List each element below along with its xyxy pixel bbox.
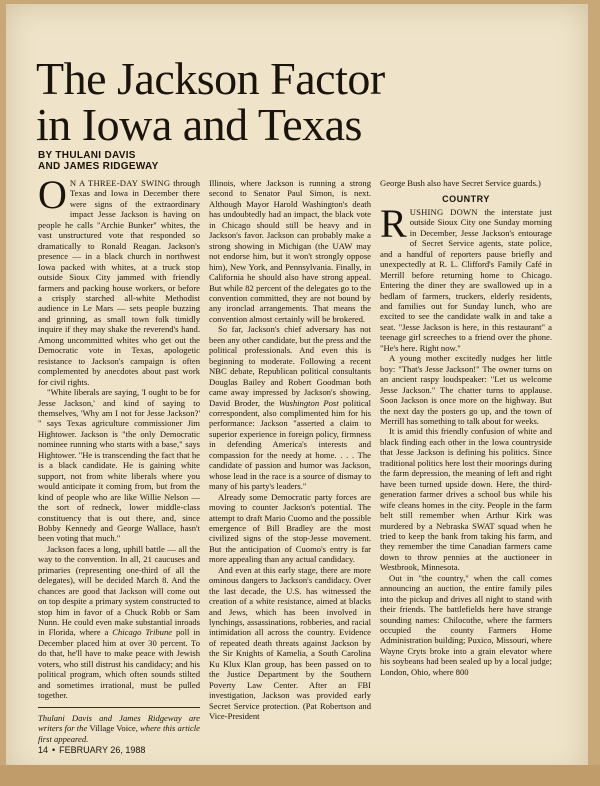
page-footer [38, 745, 149, 755]
page-number: 14 [38, 745, 49, 755]
section-heading: COUNTRY [442, 194, 490, 205]
article-column-2 [209, 178, 371, 722]
page-edge [0, 765, 600, 786]
divider [38, 707, 200, 708]
paragraph [209, 324, 371, 491]
paragraph: Out in "the country," when the call comes announcing an auction, the entire family piles into the pickup and drives all night to stand with their friends. The battlefields here have strange sounding names: Chilocothe, where the farmers occupied the county Farmers Home Administration building; Puxico, Missouri, where Wayne Cryts broke into a grain elevator where his soybeans had been sealed up by a local judge; London, Ohio, where 800 [380, 572, 552, 677]
footer-separator: • [52, 745, 56, 755]
paragraph: And even at this early stage, there are more ominous dangers to Jackson's candidacy. Over the last decade, the U.S. has witnessed the creation of a white resistance, aimed at blacks and Jews, which has been involved in lynchings, assassinations, robberies, and racial intimidation all across the country. Evidence of repeated death threats against Jackson by the Sir Knights of Kamelia, a South Carolina Ku Klux Klan group, has been passed on to the Justice Department by the Southern Poverty Law Center. After an FBI investigation, Jackson was provided early Secret Service protection. (Pat Robertson and Vice-President [209, 564, 371, 722]
credit-publication: Village Voice [89, 723, 136, 734]
author-credit [38, 713, 200, 744]
paragraph-text: poll in December placed him at over 30 percent. To do that, he'll have to make peace with Jewish voters, who still distrust his candidacy; and his political program, which often sounds stilted and sometimes irrational, must be pulled together. [38, 627, 201, 701]
headline-line-1: The Jackson Factor [36, 53, 385, 104]
paragraph: Already some Democratic party forces are moving to counter Jackson's potential. The attempt to draft Mario Cuomo and the possible emergence of Bill Bradley are the most civilized signs of the stop-Jesse movement. But the anticipation of Cuomo's entry is far more appealing than any actual candidacy. [209, 491, 371, 565]
paragraph [38, 544, 200, 701]
paragraph-text: the interstate just outside Sioux City one Sunday morning in December, Jesse Jackson's entourage of Secret Service agents, state police, and a handful of reporters pause briefly and unexpectedly at R. L. Clifford's Family Café in Merrill before returning home to Chicago. Entering the diner they are swallowed up in a bedlam of farmers, truckers, elderly residents, and families out for Sunday lunch, who are excited to see the candidate walk in and take a seat. "Jesse Jackson is here, in this restaurant" a teenage girl screeches to a friend over the phone. "He's here. Right now." [380, 206, 553, 353]
paragraph [38, 172, 200, 387]
headline-line-2: in Iowa and Texas [36, 99, 362, 150]
drop-cap: O [38, 172, 67, 217]
byline-line-2: AND JAMES RIDGEWAY [38, 161, 159, 172]
drop-cap: R [380, 200, 407, 246]
paragraph: George Bush also have Secret Service guards.) [380, 178, 541, 188]
magazine-page [6, 4, 588, 776]
paragraph-text: Jackson faces a long, uphill battle — all the way to the convention. In all, 21 caucuses and primaries (representing one-third of all the delegates), will be decided March 8. And the chances are good that Jackson will come out on top despite a primary system constructed to stop him in favor of a Chuck Robb or Sam Nunn. He could even make substantial inroads in Florida, where a [38, 543, 200, 638]
credit-text: Thulani Davis and James Ridgeway are writers for the [38, 712, 200, 734]
paragraph: Illinois, where Jackson is running a strong second to Senator Paul Simon, is next. Although Mayor Harold Washington's death has undoubtedly had an impact, the black vote in Chicago should still be heavy and in Jackson's favor. Jackson can probably make a strong showing in Michigan (the UAW may not endorse him, but it won't strongly oppose him), New York, and Pennsylvania. Finally, in California he should also have strong appeal. But while 82 percent of the delegates go to the convention committed, they are not bound by any ironclad arrangements. That means the convention almost certainly will be brokered. [209, 178, 371, 324]
paragraph: It is amid this friendly confusion of white and black finding each other in the Iowa countryside that Jesse Jackson is defining his politics. Since traditional politics here lost their moorings during the farm depression, the meaning of left and right have been turned upside down. Here, the third-generation farmer drives a school bus while his wife cleans homes in the city. People in the farm belt still remember when Arthur Kirk was murdered by a Nebraska SWAT squad when he tried to keep the bank from taking his farm, and they remember the time Canadian farmers came down to throw pennies at the auctioneer in Westbrook, Minnesota. [380, 426, 552, 573]
article-column-3 [380, 178, 552, 677]
credit-text: , where this article first appeared. [38, 723, 200, 744]
paragraph [380, 200, 553, 353]
publication-name: Washington Post [278, 397, 339, 408]
headline [36, 53, 566, 150]
lead-in: N A THREE-DAY SWING [69, 178, 171, 188]
paragraph-text: So far, Jackson's chief adversary has not been any other candidate, but the press and the political professionals. And even this is beginning to moderate. Following a recent NBC debate, Republican political consultants Douglas Bailey and Robert Goodman both came away impressed by Jackson's showing. David Broder, the [209, 324, 371, 408]
byline-line-1: BY THULANI DAVIS [38, 150, 136, 161]
byline [38, 150, 159, 172]
publication-name: Chicago Tribune [112, 627, 173, 638]
article-column-1 [38, 172, 201, 744]
paragraph-text: political correspondent, also complimented him for his performance: Jackson "asserted a claim to superior experience in foreign policy, firmness in defending America's interests and compassion for the needy at home. . . . The candidate of passion and humor was Jackson, whose lead in the race is a source of dismay to many of his party's leaders." [209, 397, 372, 492]
paragraph-text: through Texas and Iowa in December there were signs of the extraordinary impact Jesse Jackson is having on people he calls "Archie Bunker" whites, the vast unstructured vote that responded so dramatically to Ronald Reagan. Jackson's presence — in a black church in northwest Iowa packed with whites, at a truck stop outside Sioux City jammed with friendly farmers and packing house workers, or before a crisply starched all-white Methodist audience in Le Mars — sets people buzzing and grinning, as small town folk timidly inquire if they may shake the reverend's hand. Among uncommitted whites who get out the Democratic vote in Texas, apologetic resistance to Jackson's campaign is often complemented by anecdotes about past work for civil rights. [38, 178, 200, 387]
paragraph: "White liberals are saying, 'I ought to be for Jesse Jackson,' and kind of saying to themselves, 'Why am I not for Jesse Jackson?' " says Texas agriculture commissioner Jim Hightower. Jackson is "the only Democratic nominee running who starts with a base," says Hightower. "He is transcending the fact that he is a black candidate. He is gaining white support, not from white liberals where you would anticipate it coming from, but from the kind of people who are like Willie Nelson — the sort of redneck, lower middle-class constituency that is out there, and, since Bobby Kennedy and George Wallace, hasn't been voting that much." [38, 387, 200, 544]
issue-date: FEBRUARY 26, 1988 [59, 745, 146, 755]
lead-in: USHING DOWN [409, 206, 478, 217]
paragraph: A young mother excitedly nudges her little boy: "That's Jesse Jackson!" The owner turns on an ancient raspy loudspeaker: "Let us welcome Jesse Jackson." The chatter turns to applause. Soon Jackson is once more on the highway. But the next day the posters go up, and the town of Merrill has something to talk about for weeks. [380, 353, 552, 426]
